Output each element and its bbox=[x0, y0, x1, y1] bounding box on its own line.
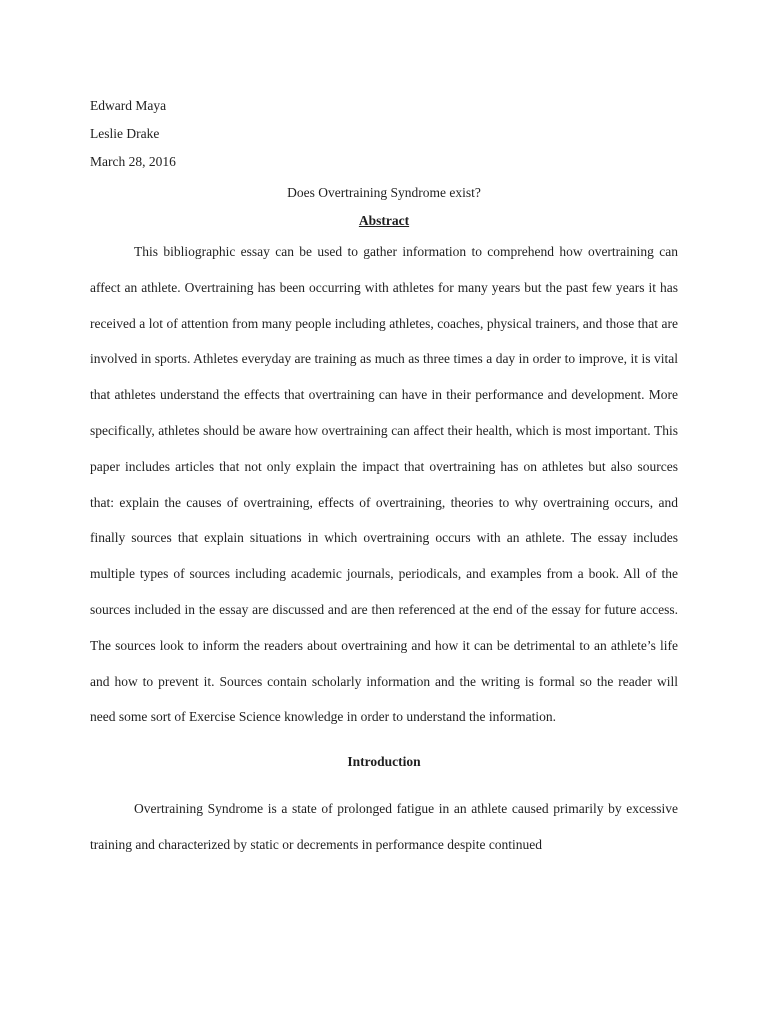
abstract-heading: Abstract bbox=[358, 213, 410, 228]
document-title: Does Overtraining Syndrome exist? bbox=[287, 185, 481, 200]
instructor-name: Leslie Drake bbox=[90, 126, 160, 141]
author-name: Edward Maya bbox=[90, 98, 167, 113]
introduction-heading: Introduction bbox=[347, 754, 421, 770]
introduction-body: Overtraining Syndrome is a state of prolonged fatigue in an athlete caused primarily by excessive training and characterized by static or decrements in performance despite continued bbox=[90, 801, 678, 852]
document-content bbox=[90, 92, 678, 863]
document-date: March 28, 2016 bbox=[90, 154, 176, 169]
abstract-body: This bibliographic essay can be used to gather information to comprehend how overtraining can affect an athlete. Overtraining has been occurring with athletes for many years but the past few years it has received a lot of attention from many people including athletes, coaches, physical trainers, and those that are involved in sports. Athletes everyday are training as much as three times a day in order to improve, it is vital that athletes understand the effects that overtraining can have in their performance and development. More specifically, athletes should be aware how overtraining can affect their health, which is most important. This paper includes articles that not only explain the impact that overtraining has on athletes but also sources that: explain the causes of overtraining, effects of overtraining, theories to why overtraining occurs, and finally sources that explain situations in which overtraining occurs with an athlete. The essay includes multiple types of sources including academic journals, periodicals, and examples from a book. All of the sources included in the essay are discussed and are then referenced at the end of the essay for future access. The sources look to inform the readers about overtraining and how it can be detrimental to an athlete’s life and how to prevent it. Sources contain scholarly information and the writing is formal so the reader will need some sort of Exercise Science knowledge in order to understand the information. bbox=[90, 244, 678, 725]
